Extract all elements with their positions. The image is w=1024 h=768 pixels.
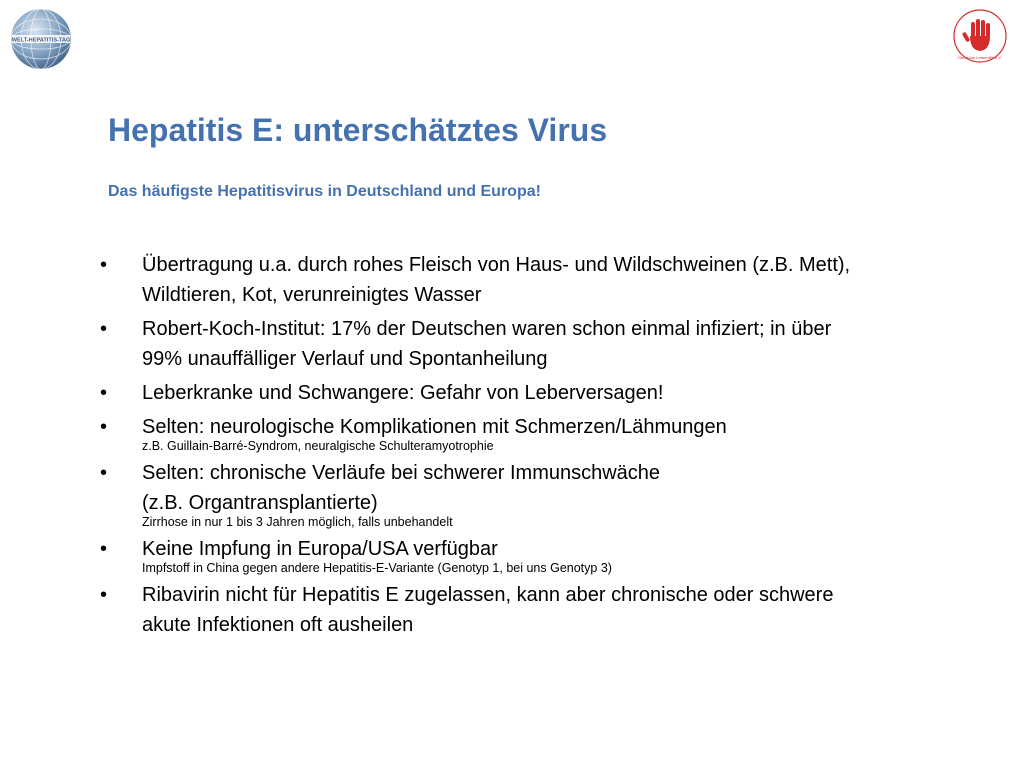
- bullet-note: Zirrhose in nur 1 bis 3 Jahren möglich, falls unbehandelt: [142, 515, 453, 529]
- bullet-text: Leberkranke und Schwangere: Gefahr von Leberversagen!: [142, 382, 664, 404]
- bullet-item: [100, 250, 980, 310]
- bullet-marker: •: [100, 382, 108, 404]
- bullet-text: Robert-Koch-Institut: 17% der Deutschen waren schon einmal infiziert; in über: [142, 318, 832, 340]
- bullet-item: [100, 412, 980, 454]
- slide-title: Hepatitis E: unterschätztes Virus: [108, 112, 608, 148]
- bullet-item: [100, 458, 980, 530]
- bullet-item: [100, 534, 980, 576]
- bullet-text: Ribavirin nicht für Hepatitis E zugelassen, kann aber chronische oder schwere: [142, 584, 834, 606]
- bullet-marker: •: [100, 254, 108, 276]
- bullet-text: Selten: neurologische Komplikationen mit Schmerzen/Lähmungen: [142, 416, 727, 438]
- bullet-item: [100, 580, 980, 640]
- bullet-marker: •: [100, 538, 108, 560]
- bullet-marker: •: [100, 462, 108, 484]
- hand-logo-text: Deutsche Leberhilfe e.V.: [958, 55, 1002, 60]
- hand-logo-icon: [952, 8, 1008, 64]
- bullet-text: Wildtieren, Kot, verunreinigtes Wasser: [142, 284, 482, 306]
- bullet-text: (z.B. Organtransplantierte): [142, 492, 378, 514]
- bullet-note: z.B. Guillain-Barré-Syndrom, neuralgische Schulteramyotrophie: [142, 439, 494, 453]
- bullet-list: [100, 250, 980, 644]
- bullet-marker: •: [100, 416, 108, 438]
- bullet-text: akute Infektionen oft ausheilen: [142, 614, 414, 636]
- slide-subtitle: Das häufigste Hepatitisvirus in Deutschland und Europa!: [108, 183, 541, 200]
- bullet-text: Selten: chronische Verläufe bei schwerer Immunschwäche: [142, 462, 661, 484]
- bullet-item: [100, 378, 980, 408]
- bullet-note: Impfstoff in China gegen andere Hepatitis-E-Variante (Genotyp 1, bei uns Genotyp 3): [142, 561, 612, 575]
- globe-logo-text: WELT-HEPATITIS-TAG: [11, 37, 71, 44]
- bullet-item: [100, 314, 980, 374]
- bullet-text: Keine Impfung in Europa/USA verfügbar: [142, 538, 498, 560]
- bullet-text: 99% unauffälliger Verlauf und Spontanheilung: [142, 348, 548, 370]
- bullet-marker: •: [100, 318, 108, 340]
- bullet-text: Übertragung u.a. durch rohes Fleisch von Haus- und Wildschweinen (z.B. Mett),: [142, 254, 851, 276]
- globe-icon: [10, 8, 72, 70]
- bullet-marker: •: [100, 584, 108, 606]
